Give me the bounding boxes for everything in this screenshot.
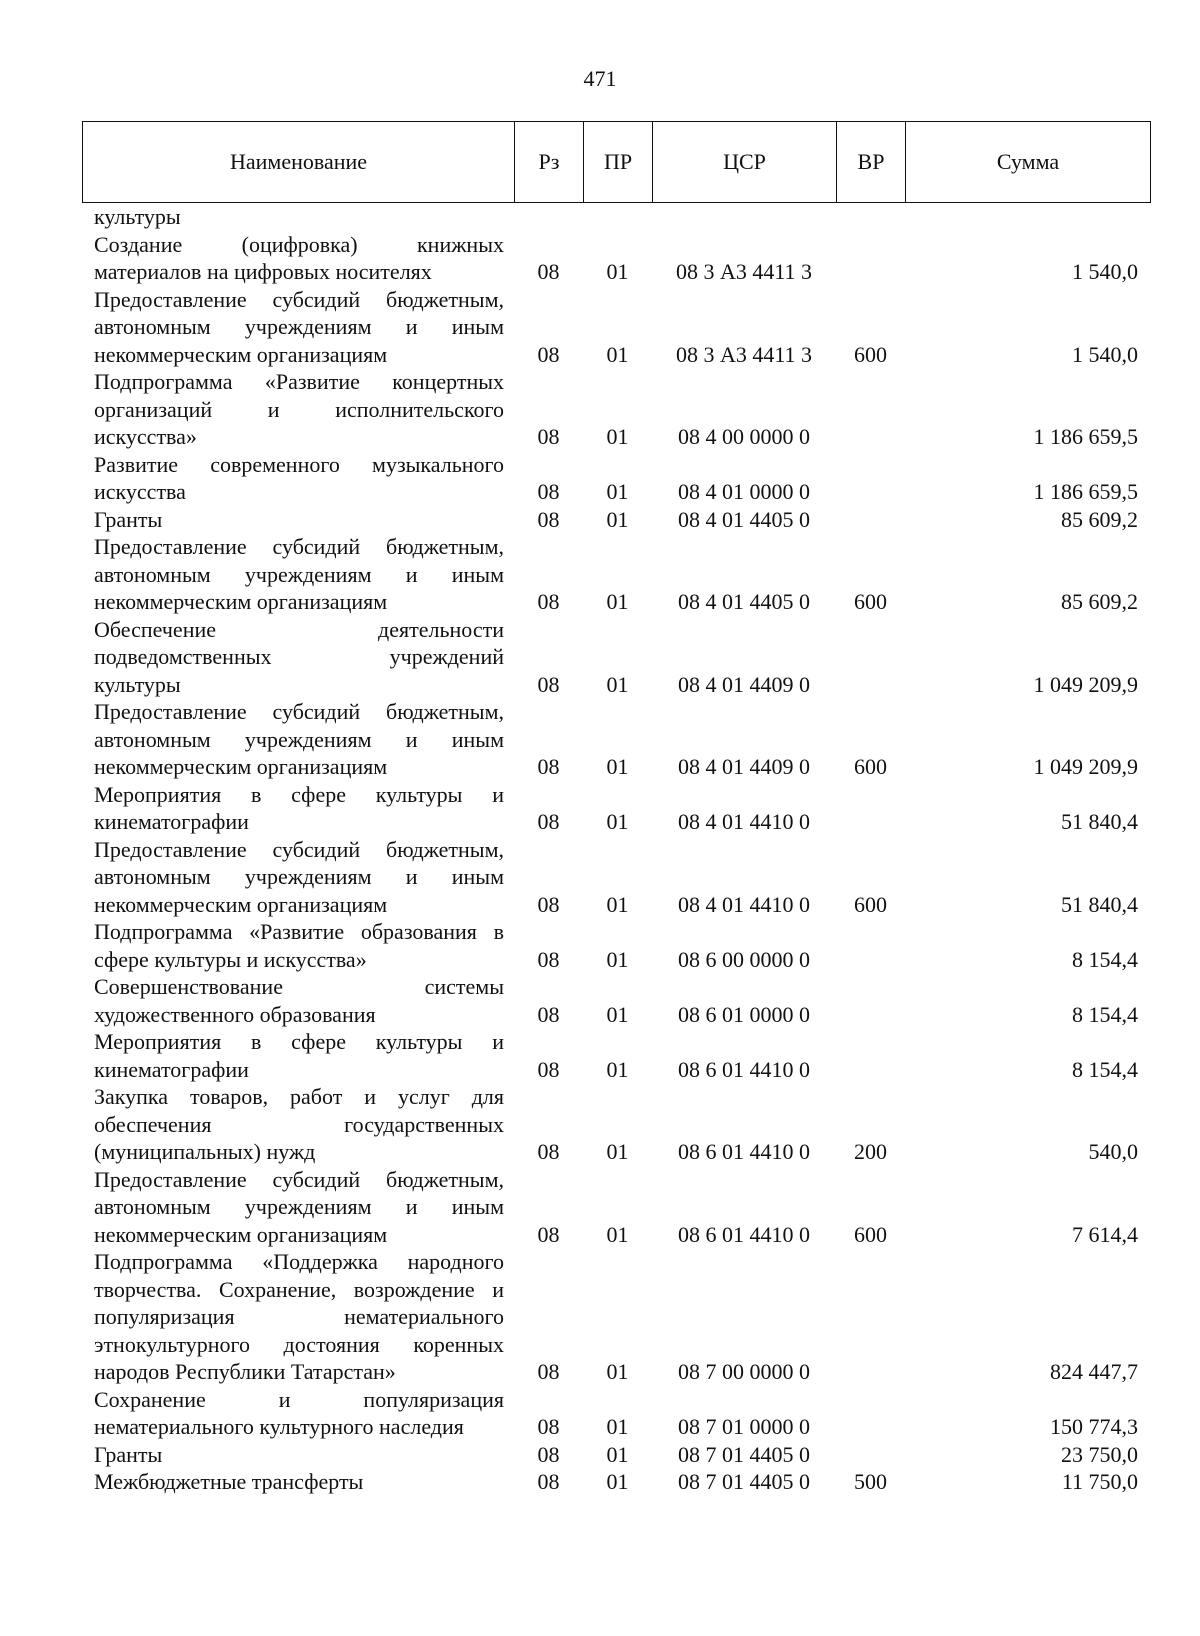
row-name-line: автономным учреждениям и иным xyxy=(94,561,504,587)
row-name-line: Закупка товаров, работ и услуг для xyxy=(94,1084,504,1109)
row-sum: 8 154,4 xyxy=(1072,1056,1138,1082)
row-pr: 01 xyxy=(606,1469,629,1494)
table-row xyxy=(82,973,1150,1028)
row-name-line: Предоставление субсидий бюджетным, xyxy=(94,836,504,862)
row-rz: 08 xyxy=(537,1469,560,1494)
header-vr: ВР xyxy=(837,122,906,203)
row-name-line: Предоставление субсидий бюджетным, xyxy=(94,1166,504,1192)
table-row xyxy=(82,1386,1150,1441)
header-pr: ПР xyxy=(584,122,653,203)
row-vr xyxy=(836,1028,905,1083)
row-rz: 08 xyxy=(537,1359,560,1384)
row-name-line: Мероприятия в сфере культуры и xyxy=(94,1029,504,1054)
row-csr: 08 3 А3 4411 3 xyxy=(675,341,813,367)
row-rz: 08 xyxy=(537,1056,560,1082)
row-rz: 08 xyxy=(537,424,560,449)
row-csr: 08 7 01 4405 0 xyxy=(678,1441,810,1467)
row-rz: 08 xyxy=(537,671,560,697)
budget-table xyxy=(82,203,1150,1496)
row-sum: 51 840,4 xyxy=(1061,809,1138,834)
row-name-line: подведомственных учреждений xyxy=(94,644,504,669)
row-csr: 08 4 01 0000 0 xyxy=(678,479,810,504)
row-pr: 01 xyxy=(606,506,629,532)
table-row xyxy=(82,1441,1150,1469)
table-row xyxy=(82,698,1150,781)
table-row xyxy=(82,918,1150,973)
row-vr xyxy=(836,1248,905,1386)
row-name xyxy=(82,533,514,616)
row-rz: 08 xyxy=(537,506,560,532)
row-name-line: Совершенствование системы xyxy=(94,974,504,999)
row-sum: 85 609,2 xyxy=(1061,589,1138,614)
table-row xyxy=(82,451,1150,506)
row-csr: 08 6 00 0000 0 xyxy=(678,946,810,972)
row-csr: 08 7 00 0000 0 xyxy=(678,1359,810,1384)
row-sum: 1 186 659,5 xyxy=(1033,424,1138,449)
row-sum: 150 774,3 xyxy=(1050,1414,1138,1439)
row-name-line: нематериального культурного наследия xyxy=(94,1414,464,1439)
row-csr: 08 7 01 4405 0 xyxy=(678,1469,810,1494)
row-name-line: материалов на цифровых носителях xyxy=(94,259,432,284)
row-sum: 8 154,4 xyxy=(1072,946,1138,972)
row-pr: 01 xyxy=(606,589,629,614)
table-row xyxy=(82,1083,1150,1166)
continuation-text: культуры xyxy=(94,204,181,229)
row-name xyxy=(82,1166,514,1249)
row-pr: 01 xyxy=(606,809,629,834)
row-name-line: Подпрограмма «Поддержка народного xyxy=(94,1249,504,1274)
row-csr: 08 6 01 4410 0 xyxy=(678,1056,810,1082)
row-name-line: кинематографии xyxy=(94,809,249,834)
row-csr: 08 3 А3 4411 3 xyxy=(675,259,813,284)
header-sum: Сумма xyxy=(906,122,1151,203)
row-vr: 600 xyxy=(854,1221,887,1247)
row-rz: 08 xyxy=(537,1221,560,1247)
row-rz: 08 xyxy=(537,1441,560,1467)
row-name-line: Межбюджетные трансферты xyxy=(94,1469,364,1494)
table-row xyxy=(82,616,1150,699)
row-name-line: художественного образования xyxy=(94,1001,376,1027)
row-csr: 08 4 01 4409 0 xyxy=(678,754,810,779)
row-name-line: искусства» xyxy=(94,424,197,449)
row-sum: 824 447,7 xyxy=(1050,1359,1138,1384)
row-rz: 08 xyxy=(537,259,560,284)
row-csr: 08 4 01 4410 0 xyxy=(678,891,810,917)
header-csr: ЦСР xyxy=(653,122,837,203)
row-name-line: Создание (оцифровка) книжных xyxy=(94,231,504,257)
row-name-line: некоммерческим организациям xyxy=(94,891,388,917)
row-pr: 01 xyxy=(606,946,629,972)
row-name xyxy=(82,368,514,451)
row-sum: 51 840,4 xyxy=(1061,891,1138,917)
row-name-line: Подпрограмма «Развитие образования в xyxy=(94,919,504,944)
row-name-line: организаций и исполнительского xyxy=(94,396,504,422)
row-sum: 23 750,0 xyxy=(1061,1441,1138,1467)
row-pr: 01 xyxy=(606,1441,629,1467)
row-name-line: Обеспечение деятельности xyxy=(94,616,504,642)
row-csr: 08 6 01 0000 0 xyxy=(678,1001,810,1027)
row-name-line: культуры xyxy=(94,671,181,697)
row-name xyxy=(82,1441,514,1469)
row-rz: 08 xyxy=(537,809,560,834)
row-vr: 600 xyxy=(854,589,887,614)
table-row xyxy=(82,368,1150,451)
row-vr xyxy=(836,231,905,286)
table-row xyxy=(82,781,1150,836)
row-name-line: автономным учреждениям и иным xyxy=(94,864,504,889)
row-name-line: Гранты xyxy=(94,1441,163,1467)
row-pr: 01 xyxy=(606,1001,629,1027)
row-name xyxy=(82,973,514,1028)
row-name-line: творчества. Сохранение, возрождение и xyxy=(94,1276,504,1302)
row-vr xyxy=(836,1441,905,1469)
table-row xyxy=(82,231,1150,286)
row-name xyxy=(82,1386,514,1441)
row-vr xyxy=(836,451,905,506)
row-sum: 540,0 xyxy=(1088,1139,1138,1164)
row-vr xyxy=(836,973,905,1028)
row-pr: 01 xyxy=(606,1221,629,1247)
row-vr: 600 xyxy=(854,341,887,367)
row-vr: 600 xyxy=(854,754,887,779)
row-vr: 500 xyxy=(854,1469,887,1494)
row-csr: 08 4 01 4409 0 xyxy=(678,671,810,697)
row-rz: 08 xyxy=(537,891,560,917)
table-row xyxy=(82,286,1150,369)
row-name xyxy=(82,231,514,286)
row-pr: 01 xyxy=(606,891,629,917)
row-sum: 11 750,0 xyxy=(1061,1469,1138,1494)
row-name-line: некоммерческим организациям xyxy=(94,754,388,779)
row-vr xyxy=(836,368,905,451)
row-vr xyxy=(836,506,905,534)
row-name-line: Сохранение и популяризация xyxy=(94,1386,504,1412)
row-vr: 200 xyxy=(854,1139,887,1164)
row-name xyxy=(82,698,514,781)
row-vr xyxy=(836,918,905,973)
row-name-line: сфере культуры и искусства» xyxy=(94,946,367,972)
row-pr: 01 xyxy=(606,424,629,449)
row-name xyxy=(82,506,514,534)
header-rz: Рз xyxy=(515,122,584,203)
table-row xyxy=(82,1028,1150,1083)
row-name-line: автономным учреждениям и иным xyxy=(94,726,504,752)
continuation-row xyxy=(82,203,1150,231)
row-name-line: Предоставление субсидий бюджетным, xyxy=(94,699,504,724)
row-pr: 01 xyxy=(606,1414,629,1439)
row-name xyxy=(82,286,514,369)
budget-table-body xyxy=(82,203,1150,1496)
row-name-line: (муниципальных) нужд xyxy=(94,1139,316,1164)
row-name xyxy=(82,836,514,919)
row-name-line: Гранты xyxy=(94,506,163,532)
row-sum: 1 540,0 xyxy=(1072,341,1138,367)
row-rz: 08 xyxy=(537,1001,560,1027)
row-sum: 85 609,2 xyxy=(1061,506,1138,532)
row-sum: 1 186 659,5 xyxy=(1033,479,1138,504)
row-vr xyxy=(836,616,905,699)
row-csr: 08 4 01 4405 0 xyxy=(678,506,810,532)
row-rz: 08 xyxy=(537,1139,560,1164)
row-name-line: Подпрограмма «Развитие концертных xyxy=(94,369,504,394)
row-name-line: некоммерческим организациям xyxy=(94,341,388,367)
table-row xyxy=(82,506,1150,534)
row-name xyxy=(82,616,514,699)
row-csr: 08 6 01 4410 0 xyxy=(678,1221,810,1247)
row-csr: 08 4 00 0000 0 xyxy=(678,424,810,449)
table-row xyxy=(82,533,1150,616)
row-rz: 08 xyxy=(537,1414,560,1439)
row-name-line: обеспечения государственных xyxy=(94,1111,504,1137)
row-pr: 01 xyxy=(606,259,629,284)
row-name xyxy=(82,1083,514,1166)
row-sum: 1 540,0 xyxy=(1072,259,1138,284)
row-pr: 01 xyxy=(606,1056,629,1082)
row-pr: 01 xyxy=(606,479,629,504)
row-rz: 08 xyxy=(537,341,560,367)
row-name xyxy=(82,451,514,506)
row-name-line: некоммерческим организациям xyxy=(94,589,388,614)
row-sum: 7 614,4 xyxy=(1072,1221,1138,1247)
row-name xyxy=(82,1028,514,1083)
row-name-line: Предоставление субсидий бюджетным, xyxy=(94,534,504,559)
row-sum: 1 049 209,9 xyxy=(1033,754,1138,779)
row-pr: 01 xyxy=(606,754,629,779)
row-vr: 600 xyxy=(854,891,887,917)
header-name: Наименование xyxy=(83,122,515,203)
row-csr: 08 4 01 4410 0 xyxy=(678,809,810,834)
row-sum: 1 049 209,9 xyxy=(1033,671,1138,697)
table-row xyxy=(82,1468,1150,1496)
row-name-line: Мероприятия в сфере культуры и xyxy=(94,781,504,807)
row-rz: 08 xyxy=(537,754,560,779)
row-name-line: Предоставление субсидий бюджетным, xyxy=(94,286,504,312)
row-name-line: популяризация нематериального xyxy=(94,1304,504,1329)
row-csr: 08 6 01 4410 0 xyxy=(678,1139,810,1164)
row-name-line: этнокультурного достояния коренных xyxy=(94,1331,504,1357)
row-name-line: кинематографии xyxy=(94,1056,249,1082)
row-name-line: автономным учреждениям и иным xyxy=(94,314,504,339)
row-pr: 01 xyxy=(606,671,629,697)
page-number: 471 xyxy=(583,66,617,91)
row-rz: 08 xyxy=(537,479,560,504)
row-name xyxy=(82,1468,514,1496)
row-csr: 08 7 01 0000 0 xyxy=(678,1414,810,1439)
row-name-line: Развитие современного музыкального xyxy=(94,451,504,477)
row-name-line: автономным учреждениям и иным xyxy=(94,1194,504,1219)
table-row xyxy=(82,836,1150,919)
row-sum: 8 154,4 xyxy=(1072,1001,1138,1027)
row-pr: 01 xyxy=(606,1359,629,1384)
row-csr: 08 4 01 4405 0 xyxy=(678,589,810,614)
row-vr xyxy=(836,781,905,836)
table-row xyxy=(82,1166,1150,1249)
table-row xyxy=(82,1248,1150,1386)
row-name xyxy=(82,918,514,973)
row-name-line: искусства xyxy=(94,479,186,504)
row-name xyxy=(82,781,514,836)
table-header xyxy=(82,121,1151,203)
row-rz: 08 xyxy=(537,946,560,972)
row-vr xyxy=(836,1386,905,1441)
row-name-line: народов Республики Татарстан» xyxy=(94,1359,396,1384)
row-pr: 01 xyxy=(606,1139,629,1164)
row-name xyxy=(82,1248,514,1386)
row-name-line: некоммерческим организациям xyxy=(94,1221,388,1247)
row-pr: 01 xyxy=(606,341,629,367)
row-rz: 08 xyxy=(537,589,560,614)
